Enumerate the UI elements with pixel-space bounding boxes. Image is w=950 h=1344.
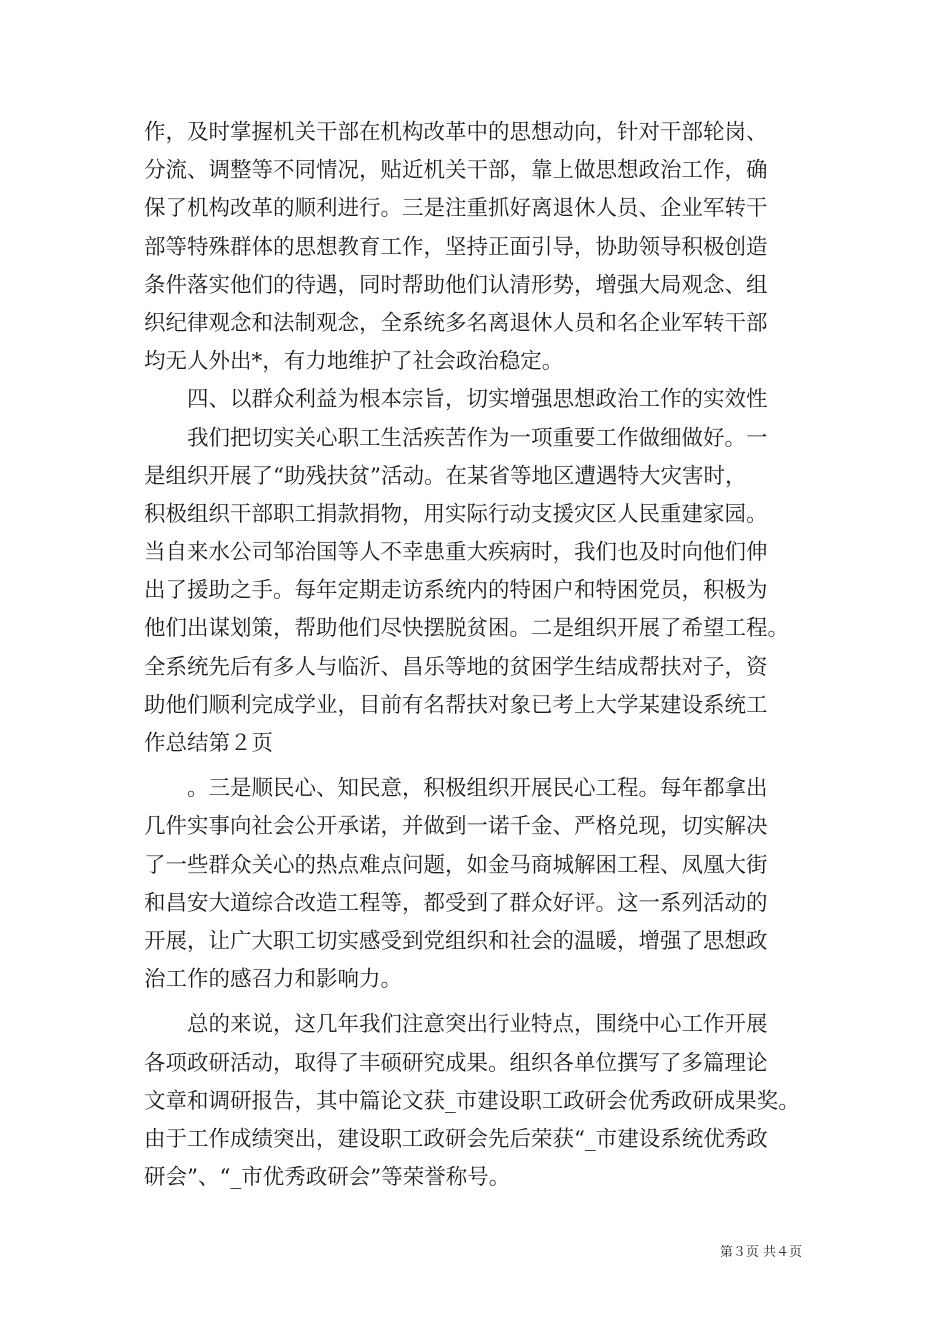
text-line: 各项政研活动，取得了丰硕研究成果。组织各单位撰写了多篇理论 <box>144 1050 768 1076</box>
text-line: 。三是顺民心、知民意，积极组织开展民心工程。每年都拿出 <box>144 776 768 802</box>
document-body <box>144 114 816 1197</box>
section-heading: 四、以群众利益为根本宗旨，切实增强思想政治工作的实效性 <box>144 387 768 413</box>
text-line: 均无人外出*，有力地维护了社会政治稳定。 <box>144 349 564 375</box>
text-line: 由于工作成绩突出，建设职工政研会先后荣获“_市建设系统优秀政 <box>144 1126 768 1152</box>
text-line: 当自来水公司邹治国等人不幸患重大疾病时，我们也及时向他们伸 <box>144 540 768 566</box>
text-line: 全系统先后有多人与临沂、昌乐等地的贫困学生结成帮扶对子，资 <box>144 654 768 680</box>
text-line: 作，及时掌握机关干部在机构改革中的思想动向，针对干部轮岗、 <box>144 120 768 145</box>
text-line: 我们把切实关心职工生活疾苦作为一项重要工作做细做好。一 <box>144 425 768 451</box>
text-line: 条件落实他们的待遇，同时帮助他们认清形势，增强大局观念、组 <box>144 272 768 298</box>
text-line: 和昌安大道综合改造工程等，都受到了群众好评。这一系列活动的 <box>144 890 768 916</box>
page-number: 第３页 共４页 <box>719 1245 802 1260</box>
text-line: 治工作的感召力和影响力。 <box>144 967 403 993</box>
text-line: 是组织开展了“助残扶贫”活动。在某省等地区遭遇特大灾害时， <box>144 463 747 489</box>
text-line: 几件实事向社会公开承诺，并做到一诺千金、严格兑现，切实解决 <box>144 814 768 840</box>
text-line: 分流、调整等不同情况，贴近机关干部，靠上做思想政治工作，确 <box>144 158 768 184</box>
text-line: 文章和调研报告，其中篇论文获_市建设职工政研会优秀政研成果奖。 <box>144 1088 800 1114</box>
text-line: 助他们顺利完成学业，目前有名帮扶对象已考上大学某建设系统工 <box>144 692 768 718</box>
text-line: 总的来说，这几年我们注意突出行业特点，围绕中心工作开展 <box>144 1012 768 1038</box>
text-line: 作总结第２页 <box>144 731 274 756</box>
text-line: 开展，让广大职工切实感受到党组织和社会的温暖，增强了思想政 <box>144 928 768 954</box>
text-line: 积极组织干部职工捐款捐物，用实际行动支援灾区人民重建家园。 <box>144 501 768 527</box>
text-line: 研会”、“_市优秀政研会”等荣誉称号。 <box>144 1165 511 1191</box>
text-line: 了一些群众关心的热点难点问题，如金马商城解困工程、凤凰大街 <box>144 852 768 878</box>
text-line: 保了机构改革的顺利进行。三是注重抓好离退休人员、企业军转干 <box>144 196 768 222</box>
text-line: 织纪律观念和法制观念，全系统多名离退休人员和名企业军转干部 <box>144 310 768 336</box>
text-line: 他们出谋划策，帮助他们尽快摆脱贫困。二是组织开展了希望工程。 <box>144 616 790 642</box>
text-line: 部等特殊群体的思想教育工作，坚持正面引导，协助领导积极创造 <box>144 234 768 260</box>
text-line: 出了援助之手。每年定期走访系统内的特困户和特困党员，积极为 <box>144 578 768 604</box>
